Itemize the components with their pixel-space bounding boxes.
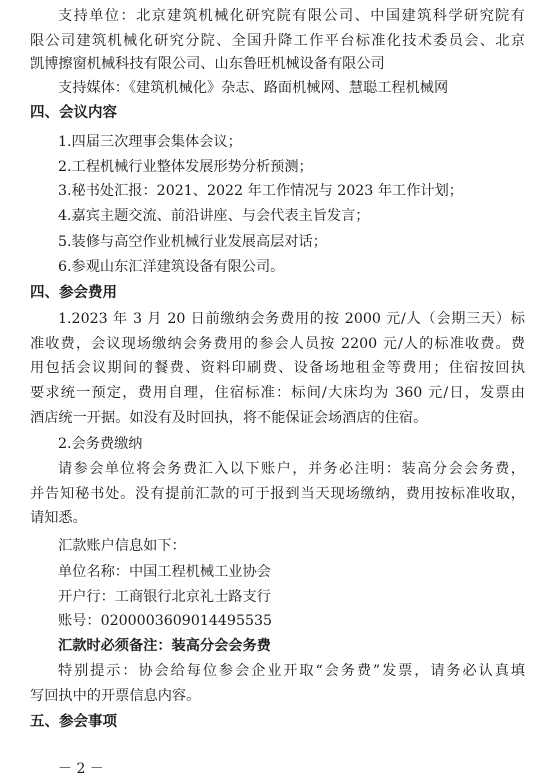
meeting-item-5: 5.装修与高空作业机械行业发展高层对话； <box>58 234 327 250</box>
fee-para1-line-1: 1.2023 年 3 月 20 日前缴纳会务费用的按 2000 元/人（会期三天）标 <box>58 311 525 327</box>
special-tip-line-1: 特别提示：协会给每位参会企业开取“会务费”发票，请务必认真填 <box>58 663 525 679</box>
support-units-line-2: 限公司建筑机械化研究分院、全国升降工作平台标准化技术委员会、北京 <box>30 33 525 49</box>
fee-sub2-title: 2.会务费缴纳 <box>58 436 143 452</box>
meeting-item-4: 4.嘉宾主题交流、前沿讲座、与会代表主旨发言； <box>58 208 370 224</box>
fee-para1-line-3: 用包括会议期间的餐费、资料印刷费、设备场地租金等费用；住宿按回执 <box>30 360 525 376</box>
account-bank: 开户行：工商银行北京礼士路支行 <box>58 589 271 605</box>
section-fee-heading: 四、参会费用 <box>30 285 117 301</box>
account-unit: 单位名称：中国工程机械工业协会 <box>58 564 271 580</box>
meeting-item-6: 6.参观山东汇洋建筑设备有限公司。 <box>58 259 285 275</box>
fee-para1-line-4: 要求统一预定，费用自理，住宿标准：标间/大床均为 360 元/日，发票由 <box>30 385 525 401</box>
section-matters-heading: 五、参会事项 <box>30 714 117 730</box>
account-number: 账号：0200003609014495535 <box>58 613 273 629</box>
fee-para1-line-5: 酒店统一开据。如没有及时回执，将不能保证会场酒店的住宿。 <box>30 410 428 426</box>
fee-para2-line-3: 请知悉。 <box>30 510 87 526</box>
fee-para2-line-1: 请参会单位将会务费汇入以下账户，并务必注明：装高分会会务费， <box>58 461 525 477</box>
support-units-line-3: 凯博擦窗机械科技有限公司、山东鲁旺机械设备有限公司 <box>30 56 385 72</box>
remittance-remark: 汇款时必须备注：装高分会会务费 <box>58 638 271 654</box>
page-number: － 2 － <box>58 761 104 777</box>
fee-para2-line-2: 并告知秘书处。没有提前汇款的可于报到当天现场缴纳，费用按标准收取， <box>30 486 525 502</box>
support-media: 支持媒体：《建筑机械化》杂志、路面机械网、慧聪工程机械网 <box>58 80 449 96</box>
meeting-item-2: 2.工程机械行业整体发展形势分析预测； <box>58 159 313 175</box>
special-tip-line-2: 写回执中的开票信息内容。 <box>30 688 201 704</box>
meeting-item-1: 1.四届三次理事会集体会议； <box>58 134 242 150</box>
support-units-line-1: 支持单位：北京建筑机械化研究院有限公司、中国建筑科学研究院有 <box>58 8 525 24</box>
section-meeting-heading: 四、会议内容 <box>30 105 117 121</box>
meeting-item-3: 3.秘书处汇报：2021、2022 年工作情况与 2023 年工作计划； <box>58 183 463 199</box>
account-intro: 汇款账户信息如下： <box>58 538 186 554</box>
fee-para1-line-2: 准收费，会议现场缴纳会务费用的参会人员按 2200 元/人的标准收费。费 <box>30 336 525 352</box>
